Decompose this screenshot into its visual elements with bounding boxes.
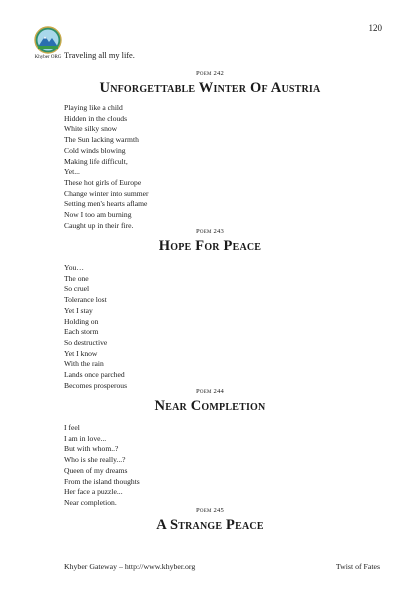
poem-line: Yet... — [64, 167, 80, 177]
poem-line: Hidden in the clouds — [64, 113, 128, 123]
poem-line: So cruel — [64, 284, 90, 294]
poem-line: But with whom..? — [64, 444, 119, 454]
mountain-logo-icon — [34, 26, 62, 54]
poem-line: Setting men's hearts aflame — [64, 199, 148, 209]
poem-title: A Strange Peace — [156, 517, 264, 533]
poem-line: I feel — [64, 423, 80, 432]
poem-title: Hope For Peace — [158, 238, 262, 254]
poem-line: White silky snow — [64, 124, 118, 134]
poem-stanza — [64, 263, 127, 391]
continuation-line: Traveling all my life. — [64, 51, 135, 60]
poem-line: Holding on — [64, 316, 99, 326]
poem-line: Becomes prosperous — [64, 380, 128, 390]
poem-line: The Sun lacking warmth — [64, 135, 139, 145]
poem-line: The one — [64, 273, 89, 283]
poem-line: With the rain — [64, 359, 104, 369]
poem-line: Lands once parched — [64, 370, 125, 380]
logo-caption: Khyber ORG — [34, 55, 62, 60]
poem-line: Who is she really...? — [64, 455, 126, 465]
poem-line: I am in love... — [64, 433, 107, 443]
poem-stanza — [64, 423, 140, 509]
poem-line: Yet I know — [64, 348, 98, 358]
poem-stanza — [64, 103, 149, 231]
poem-line: These hot girls of Europe — [64, 177, 142, 187]
poem-line: Making life difficult, — [64, 156, 128, 166]
poem-line: Near completion. — [64, 497, 117, 507]
poem-line: Her face a puzzle... — [64, 487, 123, 497]
poem-line: Caught up in their fire. — [64, 220, 134, 230]
page-number: 120 — [368, 23, 382, 33]
poem-title: Near Completion — [154, 398, 266, 414]
poem-number: Poem 243 — [196, 228, 224, 235]
footer-book-title: Twist of Fates — [335, 562, 380, 571]
poem-line: From the island thoughts — [64, 476, 140, 486]
poem-line: Now I too am burning — [64, 210, 132, 220]
poem-line: Cold winds blowing — [64, 145, 126, 155]
poem-number: Poem 242 — [196, 70, 224, 77]
footer-source: Khyber Gateway – http://www.khyber.org — [64, 562, 196, 571]
poem-line: Queen of my dreams — [64, 465, 128, 475]
poem-line: Each storm — [64, 327, 99, 337]
poem-line: You… — [64, 263, 84, 272]
poem-line: So destructive — [64, 337, 108, 347]
khyber-logo — [28, 26, 68, 62]
poem-title: Unforgettable Winter Of Austria — [99, 80, 321, 96]
poem-line: Playing like a child — [64, 103, 123, 112]
poem-line: Change winter into summer — [64, 188, 149, 198]
poem-number: Poem 245 — [196, 507, 224, 514]
poem-number: Poem 244 — [196, 388, 224, 395]
poem-line: Tolerance lost — [64, 295, 107, 305]
poem-line: Yet I stay — [64, 305, 93, 315]
